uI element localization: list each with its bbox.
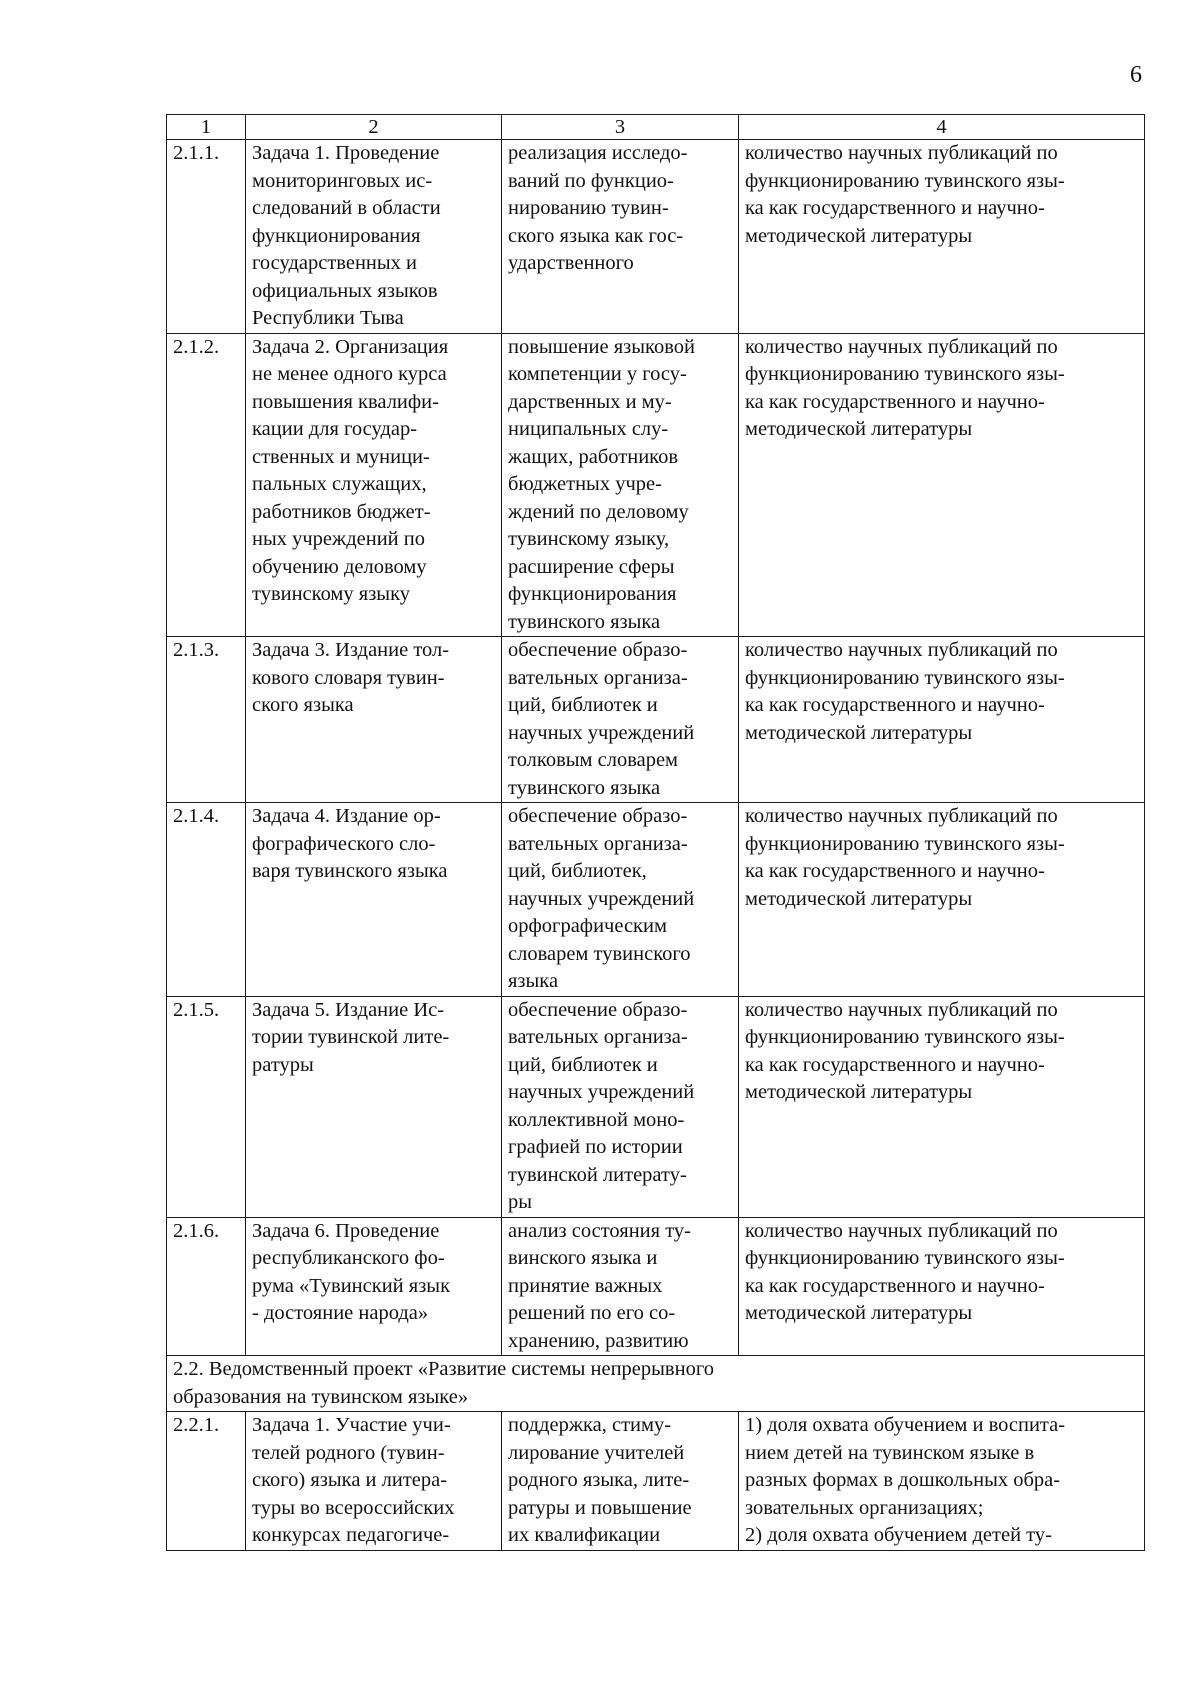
row-number: 2.2.1. [167, 1412, 246, 1551]
task-cell: Задача 6. Проведение республиканского фо- рума «Тувинский язык - достояние народа» [246, 1217, 502, 1356]
row-number: 2.1.5. [167, 996, 246, 1217]
indicator-cell: количество научных публикаций по функционированию тувинского язы- ка как государственного и научно- методической литературы [739, 803, 1145, 997]
indicator-cell: 1) доля охвата обучением и воспита- нием детей на тувинском языке в разных формах в дошкольных обра- зовательных организациях; 2) доля охвата обучением детей ту- [739, 1412, 1145, 1551]
table-row [167, 637, 1145, 803]
table-row [167, 996, 1145, 1217]
table-row [167, 140, 1145, 334]
indicator-cell: количество научных публикаций по функционированию тувинского язы- ка как государственного и научно- методической литературы [739, 333, 1145, 637]
page-number: 6 [1130, 62, 1142, 88]
result-cell: анализ состояния ту- винского языка и принятие важных решений по его со- хранению, развитию [502, 1217, 739, 1356]
row-number: 2.1.4. [167, 803, 246, 997]
row-number: 2.1.3. [167, 637, 246, 803]
task-cell: Задача 5. Издание Ис- тории тувинской лите- ратуры [246, 996, 502, 1217]
indicator-cell: количество научных публикаций по функционированию тувинского язы- ка как государственного и научно- методической литературы [739, 140, 1145, 334]
column-header-4: 4 [739, 115, 1145, 140]
indicator-cell: количество научных публикаций по функционированию тувинского язы- ка как государственного и научно- методической литературы [739, 637, 1145, 803]
program-table [166, 114, 1145, 1551]
task-cell: Задача 1. Участие учи- телей родного (тувин- ского) языка и литера- туры во всероссийских конкурсах педагогиче- [246, 1412, 502, 1551]
result-cell: обеспечение образо- вательных организа- ций, библиотек и научных учреждений коллективной моно- графией по истории тувинской литерату- ры [502, 996, 739, 1217]
table-row [167, 803, 1145, 997]
row-number: 2.1.6. [167, 1217, 246, 1356]
task-cell: Задача 2. Организация не менее одного курса повышения квалифи- кации для государ- ственных и муници- пальных служащих, работников бюджет- ных учреждений по обучению деловому тувинскому языку [246, 333, 502, 637]
result-cell: повышение языковой компетенции у госу- дарственных и му- ниципальных слу- жащих, работников бюджетных учре- ждений по деловому тувинскому языку, расширение сферы функционирования тувинского языка [502, 333, 739, 637]
result-cell: обеспечение образо- вательных организа- ций, библиотек и научных учреждений толковым словарем тувинского языка [502, 637, 739, 803]
column-header-1: 1 [167, 115, 246, 140]
header-row [167, 115, 1145, 140]
table-row [167, 333, 1145, 637]
indicator-cell: количество научных публикаций по функционированию тувинского язы- ка как государственного и научно- методической литературы [739, 1217, 1145, 1356]
section-row [167, 1356, 1145, 1412]
result-cell: поддержка, стиму- лирование учителей родного языка, лите- ратуры и повышение их квалификации [502, 1412, 739, 1551]
task-cell: Задача 4. Издание ор- фографического сло- варя тувинского языка [246, 803, 502, 997]
row-number: 2.1.2. [167, 333, 246, 637]
task-cell: Задача 1. Проведение мониторинговых ис- следований в области функционирования государственных и официальных языков Республики Тыва [246, 140, 502, 334]
table-row [167, 1217, 1145, 1356]
table-row [167, 1412, 1145, 1551]
column-header-3: 3 [502, 115, 739, 140]
task-cell: Задача 3. Издание тол- кового словаря тувин- ского языка [246, 637, 502, 803]
indicator-cell: количество научных публикаций по функционированию тувинского язы- ка как государственного и научно- методической литературы [739, 996, 1145, 1217]
result-cell: обеспечение образо- вательных организа- ций, библиотек, научных учреждений орфографическим словарем тувинского языка [502, 803, 739, 997]
section-title: 2.2. Ведомственный проект «Развитие системы непрерывного образования на тувинском языке» [167, 1356, 1145, 1412]
column-header-2: 2 [246, 115, 502, 140]
result-cell: реализация исследо- ваний по функцио- нированию тувин- ского языка как гос- ударственного [502, 140, 739, 334]
row-number: 2.1.1. [167, 140, 246, 334]
